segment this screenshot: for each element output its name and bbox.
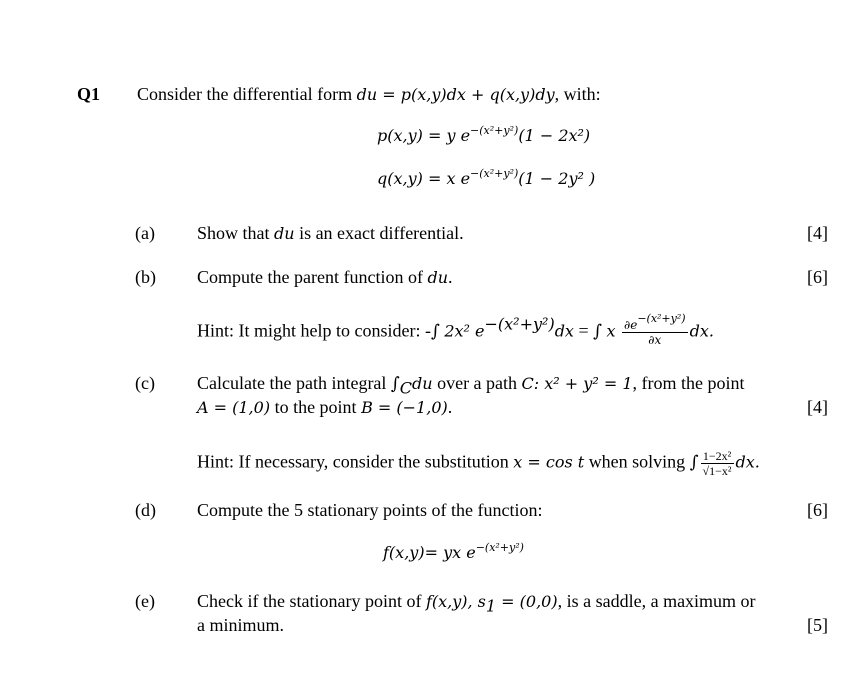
f-exp: −(x²+y²) xyxy=(475,541,524,554)
equation-p xyxy=(377,125,590,147)
part-b-marks: [6] xyxy=(807,267,828,287)
hint-c-fraction xyxy=(701,449,734,478)
q-exponent: −(x²+y²) xyxy=(470,167,519,180)
hint-c-mid: when solving xyxy=(584,451,690,472)
part-a-text xyxy=(197,222,464,245)
part-e-line2: a minimum. xyxy=(197,615,284,635)
part-e-label: (e) xyxy=(135,591,155,611)
hint-b-end: dx. xyxy=(689,321,714,341)
part-b-label: (b) xyxy=(135,267,156,287)
hint-c xyxy=(197,449,760,478)
q-rhs: (1 − 2y² ) xyxy=(518,169,596,188)
q-lhs: q(x,y) = x e xyxy=(377,169,471,188)
part-a-t2: is an exact differential. xyxy=(294,223,464,243)
frac-num: ∂e xyxy=(624,318,638,332)
hint-c-prefix: Hint: If necessary, consider the substitution xyxy=(197,451,514,472)
intro-text: Consider the differential form xyxy=(137,84,357,104)
hint-b-eq: = xyxy=(573,320,594,341)
part-d-marks: [6] xyxy=(807,500,828,520)
part-b-math: du xyxy=(427,268,448,287)
equation-q xyxy=(377,168,595,190)
part-c-line2 xyxy=(197,396,452,419)
question-intro xyxy=(137,83,601,106)
part-c-t4: to the point xyxy=(270,397,362,417)
hint-b-exp: −(x²+y²) xyxy=(484,314,555,334)
part-c-t5: . xyxy=(447,397,453,417)
part-e-line1 xyxy=(197,590,756,616)
f-lhs: f(x,y) xyxy=(383,543,425,562)
part-d-label: (d) xyxy=(135,500,156,520)
part-b-t2: . xyxy=(448,267,453,287)
hint-b-m3: x xyxy=(606,321,616,341)
part-a-t1: Show that xyxy=(197,223,275,243)
part-e-t2: , is a saddle, a maximum or xyxy=(557,591,756,611)
part-d-text: Compute the 5 stationary points of the function: xyxy=(197,500,543,520)
integral-sign: ∫ xyxy=(593,321,602,342)
hint-b-m2: dx xyxy=(554,321,574,341)
part-e-m2: = (0,0) xyxy=(496,592,558,611)
part-e-m1: f(x,y), s xyxy=(425,592,486,611)
integral-sign: ∫ xyxy=(430,321,440,342)
frac-num: 1−2x² xyxy=(701,449,734,464)
part-a-marks: [4] xyxy=(807,223,828,243)
part-c-marks: [4] xyxy=(807,397,828,417)
partial-fraction xyxy=(622,312,688,347)
part-c-m4: B = (−1,0) xyxy=(361,398,448,417)
part-c-t2: over a path xyxy=(432,373,522,393)
part-c-m2: C: x² + y² = 1 xyxy=(521,374,633,393)
part-c-t3: , from the point xyxy=(632,373,745,393)
part-a-label: (a) xyxy=(135,223,155,243)
frac-den: √1−x² xyxy=(702,464,732,478)
part-c-m3: A = (1,0) xyxy=(197,398,271,417)
integral-sign: ∫ xyxy=(390,374,400,394)
hint-b-m1: 2x² e xyxy=(444,321,485,341)
f-eq: = xyxy=(424,543,444,562)
intro-math: du = p(x,y)dx + q(x,y)dy xyxy=(356,85,555,104)
part-c-line1 xyxy=(197,372,745,398)
p-lhs: p(x,y) = y e xyxy=(377,126,471,145)
hint-c-end: dx. xyxy=(735,452,760,472)
intro-end: , with: xyxy=(554,84,601,104)
part-c-label: (c) xyxy=(135,373,155,393)
part-e-sub: 1 xyxy=(485,596,497,616)
part-b-text xyxy=(197,266,453,289)
p-exponent: −(x²+y²) xyxy=(470,124,519,137)
part-b-t1: Compute the parent function of xyxy=(197,267,428,287)
part-c-m1: du xyxy=(412,374,433,393)
question-label: Q1 xyxy=(77,84,101,104)
integral-sub: C xyxy=(399,378,413,398)
hint-b-prefix: Hint: It might help to consider: - xyxy=(197,320,431,341)
integral-sign: ∫ xyxy=(689,452,699,473)
frac-den: ∂x xyxy=(648,333,662,347)
function-f xyxy=(383,542,524,564)
p-rhs: (1 − 2x²) xyxy=(518,126,591,145)
f-rhs: yx e xyxy=(443,543,476,562)
part-e-marks: [5] xyxy=(807,615,828,635)
hint-c-math: x = cos t xyxy=(513,452,585,472)
hint-b xyxy=(197,312,714,347)
part-a-math: du xyxy=(274,224,295,243)
part-c-t1: Calculate the path integral xyxy=(197,373,391,393)
part-e-t1: Check if the stationary point of xyxy=(197,591,426,611)
frac-num-exp: −(x²+y²) xyxy=(637,312,686,325)
